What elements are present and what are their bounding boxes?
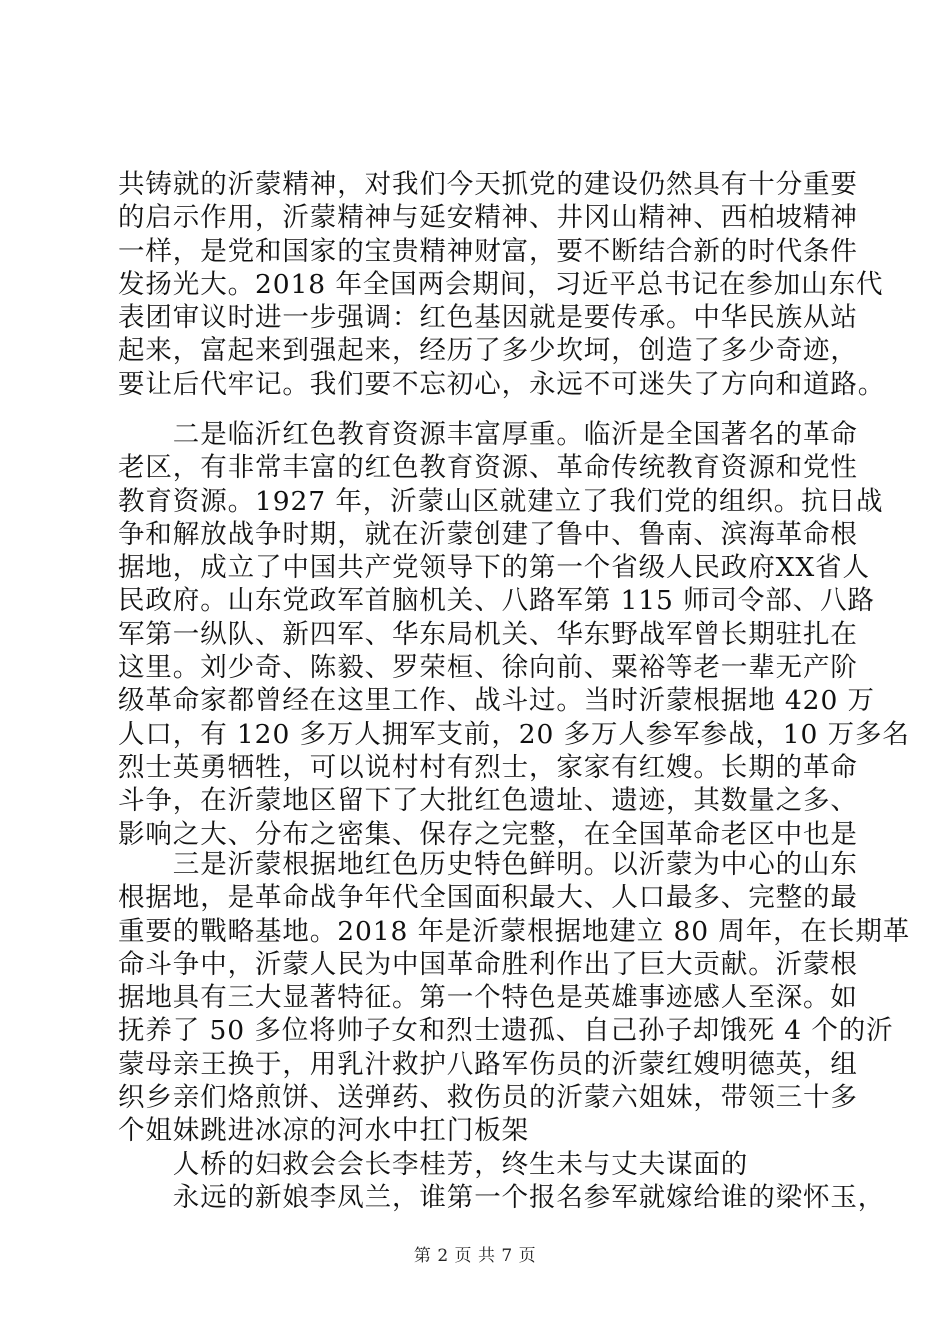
paragraph-3 [118, 848, 911, 1214]
text-line: 军第一纵队、新四军、华东局机关、华东野战军曾长期驻扎在 [118, 618, 858, 650]
text-line: 蒙母亲王换于，用乳汁救护八路军伤员的沂蒙红嫂明德英，组 [118, 1048, 858, 1080]
text-line: 据地，成立了中国共产党领导下的第一个省级人民政府XX省人 [118, 552, 870, 584]
text-line: 三是沂蒙根据地红色历史特色鲜明。以沂蒙为中心的山东 [118, 849, 858, 880]
text-line: 发扬光大。2018 年全国两会期间，习近平总书记在参加山东代 [118, 268, 884, 300]
text-line: 据地具有三大显著特征。第一个特色是英雄事迹感人至深。如 [118, 982, 858, 1014]
text-line: 的启示作用，沂蒙精神与延安精神、井冈山精神、西柏坡精神 [118, 202, 858, 234]
text-line: 教育资源。1927 年，沂蒙山区就建立了我们党的组织。抗日战 [118, 485, 884, 517]
text-line: 共铸就的沂蒙精神，对我们今天抓党的建设仍然具有十分重要 [118, 169, 858, 200]
text-line: 抚养了 50 多位将帅子女和烈士遗孤、自己孙子却饿死 4 个的沂 [118, 1015, 894, 1047]
text-line: 织乡亲们烙煎饼、送弹药、救伤员的沂蒙六姐妹，带领三十多 [118, 1082, 858, 1114]
text-line: 人口，有 120 多万人拥军支前，20 多万人参军参战，10 万多名 [118, 718, 910, 750]
text-line: 民政府。山东党政军首脑机关、八路军第 115 师司令部、八路 [118, 585, 875, 617]
text-line: 争和解放战争时期，就在沂蒙创建了鲁中、鲁南、滨海革命根 [118, 518, 858, 550]
page-footer [0, 1241, 950, 1266]
page-number: 第 2 页 共 7 页 [413, 1246, 537, 1266]
text-line: 老区，有非常丰富的红色教育资源、革命传统教育资源和党性 [118, 452, 858, 484]
text-line: 重要的戰略基地。2018 年是沂蒙根据地建立 80 周年，在长期革 [118, 915, 911, 947]
text-line: 命斗争中，沂蒙人民为中国革命胜利作出了巨大贡献。沂蒙根 [118, 948, 858, 980]
text-line: 一样，是党和国家的宝贵精神财富，要不断结合新的时代条件 [118, 235, 858, 267]
text-line: 烈士英勇牺牲，可以说村村有烈士，家家有红嫂。长期的革命 [118, 751, 858, 783]
text-line: 人桥的妇救会会长李桂芳，终生未与丈夫谋面的 [118, 1148, 749, 1180]
text-line: 二是临沂红色教育资源丰富厚重。临沂是全国著名的革命 [118, 419, 858, 450]
text-line: 表团审议时进一步强调：红色基因就是要传承。中华民族从站 [118, 302, 858, 334]
text-line: 个姐妹跳进冰凉的河水中扛门板架 [118, 1115, 529, 1147]
text-line: 影响之大、分布之密集、保存之完整，在全国革命老区中也是 [118, 818, 858, 850]
text-line: 这里。刘少奇、陈毅、罗荣桓、徐向前、粟裕等老一辈无产阶 [118, 652, 858, 684]
text-line: 级革命家都曾经在这里工作、战斗过。当时沂蒙根据地 420 万 [118, 685, 875, 717]
text-line: 斗争，在沂蒙地区留下了大批红色遗址、遗迹，其数量之多、 [118, 785, 858, 817]
text-line: 根据地，是革命战争年代全国面积最大、人口最多、完整的最 [118, 882, 858, 914]
text-line: 要让后代牢记。我们要不忘初心，永远不可迷失了方向和道路。 [118, 368, 886, 400]
paragraph-1 [118, 168, 886, 401]
text-line: 永远的新娘李凤兰，谁第一个报名参军就嫁给谁的梁怀玉， [118, 1181, 886, 1213]
paragraph-2 [118, 418, 910, 851]
text-line: 起来，富起来到强起来，经历了多少坎坷，创造了多少奇迹， [118, 335, 858, 367]
